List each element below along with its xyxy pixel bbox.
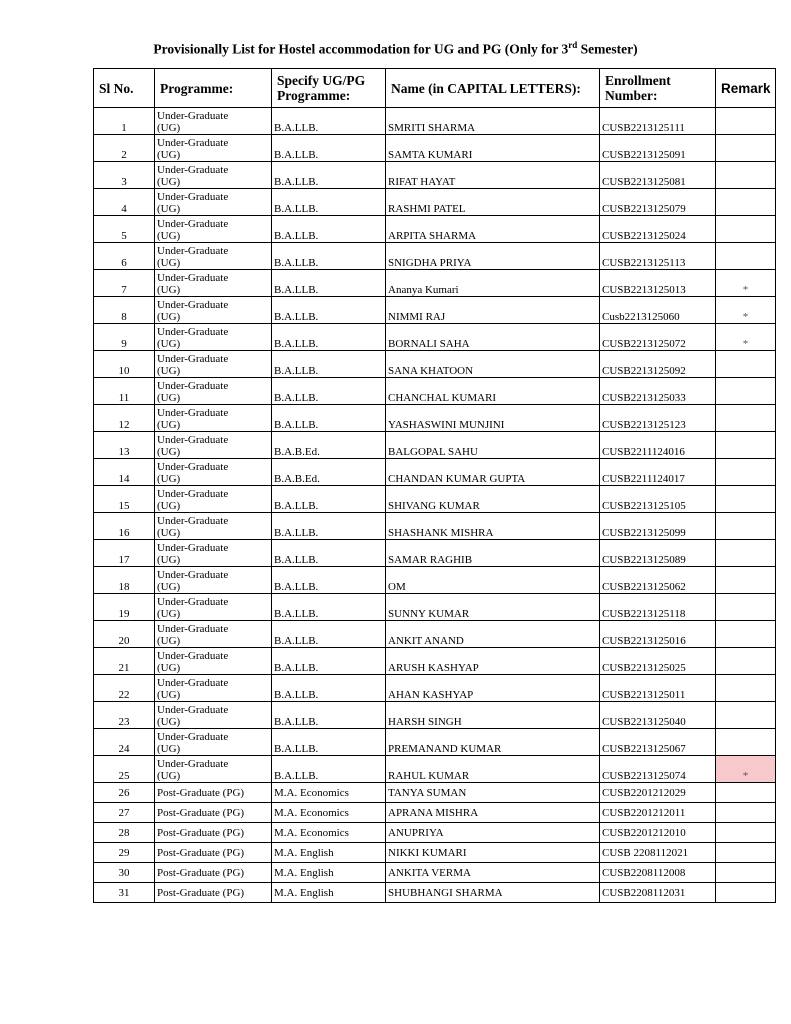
cell-specify-programme: B.A.LLB. [272, 270, 386, 297]
cell-specify-programme: B.A.B.Ed. [272, 432, 386, 459]
programme-line-1: Under-Graduate [157, 191, 229, 203]
cell-enrollment: CUSB2213125040 [600, 702, 716, 729]
cell-enrollment: CUSB2213125033 [600, 378, 716, 405]
cell-name: ARUSH KASHYAP [386, 648, 600, 675]
cell-name: BORNALI SAHA [386, 324, 600, 351]
cell-remark: * [716, 270, 776, 297]
header-sl-no: Sl No. [94, 69, 155, 108]
programme-line-1: Post-Graduate (PG) [157, 806, 245, 819]
programme-line-2: (UG) [157, 716, 181, 728]
cell-programme [155, 567, 272, 594]
programme-line-1: Post-Graduate (PG) [157, 786, 245, 799]
header-remark: Remark [716, 69, 776, 108]
cell-programme [155, 594, 272, 621]
cell-programme [155, 675, 272, 702]
cell-name: NIKKI KUMARI [386, 843, 600, 863]
cell-name: SNIGDHA PRIYA [386, 243, 600, 270]
cell-remark [716, 432, 776, 459]
cell-name: SANA KHATOON [386, 351, 600, 378]
programme-line-2: (UG) [157, 149, 181, 161]
table-row [94, 378, 776, 405]
cell-name: SHASHANK MISHRA [386, 513, 600, 540]
cell-name: ANKIT ANAND [386, 621, 600, 648]
programme-line-2: (UG) [157, 689, 181, 701]
cell-sl-no: 26 [94, 783, 155, 803]
programme-line-1: Under-Graduate [157, 299, 229, 311]
cell-specify-programme: B.A.LLB. [272, 378, 386, 405]
programme-line-1: Under-Graduate [157, 515, 229, 527]
cell-specify-programme: B.A.LLB. [272, 675, 386, 702]
cell-remark [716, 803, 776, 823]
cell-specify-programme: M.A. Economics [272, 803, 386, 823]
programme-line-2: (UG) [157, 770, 181, 782]
cell-programme [155, 189, 272, 216]
table-row [94, 729, 776, 756]
cell-remark [716, 486, 776, 513]
cell-sl-no: 9 [94, 324, 155, 351]
cell-enrollment: CUSB2213125118 [600, 594, 716, 621]
programme-line-1: Under-Graduate [157, 434, 229, 446]
table-row [94, 108, 776, 135]
cell-enrollment: CUSB2201212011 [600, 803, 716, 823]
cell-name: RIFAT HAYAT [386, 162, 600, 189]
table-row [94, 432, 776, 459]
cell-remark [716, 843, 776, 863]
table-row [94, 843, 776, 863]
cell-sl-no: 23 [94, 702, 155, 729]
cell-name: SMRITI SHARMA [386, 108, 600, 135]
cell-programme [155, 486, 272, 513]
header-enrollment: Enrollment Number: [600, 69, 716, 108]
cell-sl-no: 24 [94, 729, 155, 756]
cell-programme [155, 843, 272, 863]
cell-remark [716, 513, 776, 540]
programme-line-1: Under-Graduate [157, 218, 229, 230]
programme-line-1: Under-Graduate [157, 731, 229, 743]
cell-remark [716, 378, 776, 405]
programme-line-2: (UG) [157, 203, 181, 215]
programme-line-2: (UG) [157, 284, 181, 296]
programme-line-2: (UG) [157, 662, 181, 674]
cell-sl-no: 28 [94, 823, 155, 843]
cell-sl-no: 17 [94, 540, 155, 567]
table-row [94, 702, 776, 729]
cell-sl-no: 4 [94, 189, 155, 216]
cell-enrollment: CUSB2213125013 [600, 270, 716, 297]
cell-specify-programme: B.A.LLB. [272, 729, 386, 756]
programme-line-1: Under-Graduate [157, 272, 229, 284]
cell-programme [155, 270, 272, 297]
cell-enrollment: CUSB2213125123 [600, 405, 716, 432]
cell-programme [155, 405, 272, 432]
cell-specify-programme: B.A.LLB. [272, 189, 386, 216]
cell-name: HARSH SINGH [386, 702, 600, 729]
table-row [94, 297, 776, 324]
programme-line-2: (UG) [157, 500, 181, 512]
cell-sl-no: 8 [94, 297, 155, 324]
cell-remark [716, 648, 776, 675]
cell-programme [155, 162, 272, 189]
table-row [94, 135, 776, 162]
table-row [94, 459, 776, 486]
cell-specify-programme: B.A.LLB. [272, 297, 386, 324]
cell-specify-programme: B.A.LLB. [272, 216, 386, 243]
cell-programme [155, 459, 272, 486]
cell-sl-no: 27 [94, 803, 155, 823]
cell-specify-programme: B.A.LLB. [272, 621, 386, 648]
cell-name: ARPITA SHARMA [386, 216, 600, 243]
cell-specify-programme: B.A.B.Ed. [272, 459, 386, 486]
cell-enrollment: CUSB2213125105 [600, 486, 716, 513]
cell-remark [716, 135, 776, 162]
cell-enrollment: CUSB2213125074 [600, 756, 716, 783]
programme-line-1: Under-Graduate [157, 542, 229, 554]
cell-sl-no: 6 [94, 243, 155, 270]
table-row [94, 803, 776, 823]
cell-sl-no: 3 [94, 162, 155, 189]
cell-specify-programme: B.A.LLB. [272, 594, 386, 621]
programme-line-2: (UG) [157, 554, 181, 566]
programme-line-2: (UG) [157, 419, 181, 431]
programme-line-1: Under-Graduate [157, 623, 229, 635]
cell-sl-no: 1 [94, 108, 155, 135]
table-row [94, 162, 776, 189]
table-row [94, 243, 776, 270]
cell-specify-programme: B.A.LLB. [272, 243, 386, 270]
cell-remark [716, 823, 776, 843]
cell-specify-programme: B.A.LLB. [272, 324, 386, 351]
programme-line-1: Under-Graduate [157, 137, 229, 149]
cell-remark [716, 567, 776, 594]
cell-enrollment: CUSB2201212029 [600, 783, 716, 803]
cell-name: SAMAR RAGHIB [386, 540, 600, 567]
cell-enrollment: CUSB 2208112021 [600, 843, 716, 863]
programme-line-2: (UG) [157, 743, 181, 755]
cell-sl-no: 19 [94, 594, 155, 621]
programme-line-2: (UG) [157, 581, 181, 593]
cell-name: NIMMI RAJ [386, 297, 600, 324]
table-row [94, 270, 776, 297]
cell-programme [155, 648, 272, 675]
cell-specify-programme: M.A. Economics [272, 783, 386, 803]
programme-line-2: (UG) [157, 635, 181, 647]
programme-line-2: (UG) [157, 608, 181, 620]
programme-line-2: (UG) [157, 365, 181, 377]
cell-programme [155, 378, 272, 405]
cell-specify-programme: B.A.LLB. [272, 135, 386, 162]
hostel-list-table [93, 68, 776, 903]
cell-sl-no: 5 [94, 216, 155, 243]
title-prefix: Provisionally List for Hostel accommodation for UG and PG (Only for 3 [153, 41, 569, 57]
cell-enrollment: CUSB2213125062 [600, 567, 716, 594]
header-specify-programme: Specify UG/PG Programme: [272, 69, 386, 108]
cell-programme [155, 783, 272, 803]
cell-sl-no: 29 [94, 843, 155, 863]
cell-name: SUNNY KUMAR [386, 594, 600, 621]
cell-specify-programme: B.A.LLB. [272, 162, 386, 189]
cell-specify-programme: B.A.LLB. [272, 540, 386, 567]
table-row [94, 486, 776, 513]
cell-programme [155, 803, 272, 823]
table-row [94, 756, 776, 783]
programme-line-1: Under-Graduate [157, 380, 229, 392]
cell-enrollment: CUSB2213125072 [600, 324, 716, 351]
cell-specify-programme: B.A.LLB. [272, 567, 386, 594]
cell-sl-no: 15 [94, 486, 155, 513]
cell-name: SAMTA KUMARI [386, 135, 600, 162]
cell-remark [716, 405, 776, 432]
cell-programme [155, 513, 272, 540]
cell-programme [155, 823, 272, 843]
programme-line-1: Under-Graduate [157, 569, 229, 581]
table-row [94, 883, 776, 903]
programme-line-2: (UG) [157, 176, 181, 188]
cell-remark [716, 621, 776, 648]
cell-specify-programme: M.A. English [272, 883, 386, 903]
cell-remark: * [716, 324, 776, 351]
cell-remark [716, 863, 776, 883]
cell-sl-no: 31 [94, 883, 155, 903]
cell-sl-no: 16 [94, 513, 155, 540]
cell-enrollment: CUSB2213125025 [600, 648, 716, 675]
programme-line-2: (UG) [157, 473, 181, 485]
table-row [94, 567, 776, 594]
cell-name: CHANDAN KUMAR GUPTA [386, 459, 600, 486]
cell-specify-programme: B.A.LLB. [272, 648, 386, 675]
programme-line-1: Under-Graduate [157, 353, 229, 365]
cell-sl-no: 30 [94, 863, 155, 883]
cell-enrollment: CUSB2211124016 [600, 432, 716, 459]
cell-programme [155, 540, 272, 567]
programme-line-1: Under-Graduate [157, 326, 229, 338]
cell-programme [155, 324, 272, 351]
table-row [94, 594, 776, 621]
cell-name: YASHASWINI MUNJINI [386, 405, 600, 432]
cell-name: ANUPRIYA [386, 823, 600, 843]
cell-sl-no: 2 [94, 135, 155, 162]
cell-sl-no: 13 [94, 432, 155, 459]
cell-enrollment: CUSB2208112008 [600, 863, 716, 883]
table-row [94, 513, 776, 540]
header-programme: Programme: [155, 69, 272, 108]
cell-enrollment: CUSB2201212010 [600, 823, 716, 843]
cell-sl-no: 10 [94, 351, 155, 378]
programme-line-1: Under-Graduate [157, 704, 229, 716]
programme-line-2: (UG) [157, 446, 181, 458]
cell-specify-programme: B.A.LLB. [272, 756, 386, 783]
cell-enrollment: Cusb2213125060 [600, 297, 716, 324]
cell-remark [716, 540, 776, 567]
cell-remark: * [716, 297, 776, 324]
cell-sl-no: 21 [94, 648, 155, 675]
title-suffix: Semester) [577, 41, 638, 57]
cell-enrollment: CUSB2213125113 [600, 243, 716, 270]
cell-remark [716, 189, 776, 216]
programme-line-1: Post-Graduate (PG) [157, 886, 245, 899]
cell-enrollment: CUSB2211124017 [600, 459, 716, 486]
cell-remark [716, 351, 776, 378]
cell-enrollment: CUSB2208112031 [600, 883, 716, 903]
cell-programme [155, 756, 272, 783]
table-row [94, 648, 776, 675]
cell-name: APRANA MISHRA [386, 803, 600, 823]
cell-enrollment: CUSB2213125079 [600, 189, 716, 216]
cell-enrollment: CUSB2213125091 [600, 135, 716, 162]
cell-sl-no: 18 [94, 567, 155, 594]
table-header-row [94, 69, 776, 108]
table-row [94, 540, 776, 567]
cell-sl-no: 25 [94, 756, 155, 783]
cell-programme [155, 108, 272, 135]
cell-remark [716, 883, 776, 903]
cell-remark: * [716, 756, 776, 783]
programme-line-1: Under-Graduate [157, 758, 229, 770]
title-superscript: rd [568, 40, 578, 50]
cell-specify-programme: M.A. English [272, 863, 386, 883]
cell-specify-programme: M.A. English [272, 843, 386, 863]
cell-enrollment: CUSB2213125067 [600, 729, 716, 756]
cell-enrollment: CUSB2213125016 [600, 621, 716, 648]
cell-remark [716, 702, 776, 729]
cell-programme [155, 216, 272, 243]
programme-line-2: (UG) [157, 122, 181, 134]
programme-line-1: Under-Graduate [157, 164, 229, 176]
programme-line-1: Under-Graduate [157, 245, 229, 257]
cell-name: ANKITA VERMA [386, 863, 600, 883]
cell-remark [716, 243, 776, 270]
cell-specify-programme: B.A.LLB. [272, 486, 386, 513]
programme-line-1: Post-Graduate (PG) [157, 866, 245, 879]
cell-enrollment: CUSB2213125024 [600, 216, 716, 243]
cell-programme [155, 243, 272, 270]
cell-enrollment: CUSB2213125089 [600, 540, 716, 567]
cell-remark [716, 108, 776, 135]
programme-line-1: Under-Graduate [157, 596, 229, 608]
programme-line-1: Under-Graduate [157, 677, 229, 689]
cell-remark [716, 675, 776, 702]
programme-line-2: (UG) [157, 257, 181, 269]
cell-specify-programme: B.A.LLB. [272, 702, 386, 729]
table-row [94, 351, 776, 378]
programme-line-1: Under-Graduate [157, 488, 229, 500]
table-row [94, 783, 776, 803]
cell-name: SHIVANG KUMAR [386, 486, 600, 513]
programme-line-2: (UG) [157, 338, 181, 350]
cell-name: CHANCHAL KUMARI [386, 378, 600, 405]
cell-name: RASHMI PATEL [386, 189, 600, 216]
cell-specify-programme: M.A. Economics [272, 823, 386, 843]
cell-sl-no: 22 [94, 675, 155, 702]
programme-line-1: Under-Graduate [157, 461, 229, 473]
programme-line-1: Post-Graduate (PG) [157, 846, 245, 859]
cell-name: SHUBHANGI SHARMA [386, 883, 600, 903]
cell-programme [155, 135, 272, 162]
table-row [94, 823, 776, 843]
table-row [94, 675, 776, 702]
cell-programme [155, 863, 272, 883]
cell-name: AHAN KASHYAP [386, 675, 600, 702]
cell-sl-no: 11 [94, 378, 155, 405]
cell-programme [155, 883, 272, 903]
cell-name: BALGOPAL SAHU [386, 432, 600, 459]
cell-specify-programme: B.A.LLB. [272, 108, 386, 135]
programme-line-1: Under-Graduate [157, 407, 229, 419]
programme-line-2: (UG) [157, 527, 181, 539]
cell-sl-no: 7 [94, 270, 155, 297]
cell-enrollment: CUSB2213125011 [600, 675, 716, 702]
cell-name: Ananya Kumari [386, 270, 600, 297]
programme-line-2: (UG) [157, 230, 181, 242]
cell-remark [716, 459, 776, 486]
cell-enrollment: CUSB2213125081 [600, 162, 716, 189]
cell-programme [155, 297, 272, 324]
cell-name: PREMANAND KUMAR [386, 729, 600, 756]
cell-name: TANYA SUMAN [386, 783, 600, 803]
cell-remark [716, 783, 776, 803]
programme-line-2: (UG) [157, 392, 181, 404]
programme-line-2: (UG) [157, 311, 181, 323]
cell-programme [155, 702, 272, 729]
table-row [94, 621, 776, 648]
page-title [0, 40, 791, 58]
table-row [94, 324, 776, 351]
table-row [94, 216, 776, 243]
cell-enrollment: CUSB2213125111 [600, 108, 716, 135]
cell-name: OM [386, 567, 600, 594]
table-row [94, 863, 776, 883]
cell-sl-no: 14 [94, 459, 155, 486]
cell-remark [716, 594, 776, 621]
cell-programme [155, 351, 272, 378]
cell-name: RAHUL KUMAR [386, 756, 600, 783]
cell-specify-programme: B.A.LLB. [272, 513, 386, 540]
programme-line-1: Under-Graduate [157, 650, 229, 662]
cell-remark [716, 162, 776, 189]
programme-line-1: Under-Graduate [157, 110, 229, 122]
cell-programme [155, 621, 272, 648]
table-row [94, 189, 776, 216]
header-name: Name (in CAPITAL LETTERS): [386, 69, 600, 108]
cell-programme [155, 729, 272, 756]
cell-specify-programme: B.A.LLB. [272, 351, 386, 378]
cell-sl-no: 12 [94, 405, 155, 432]
programme-line-1: Post-Graduate (PG) [157, 826, 245, 839]
cell-specify-programme: B.A.LLB. [272, 405, 386, 432]
cell-remark [716, 216, 776, 243]
cell-programme [155, 432, 272, 459]
cell-enrollment: CUSB2213125099 [600, 513, 716, 540]
cell-remark [716, 729, 776, 756]
table-row [94, 405, 776, 432]
cell-enrollment: CUSB2213125092 [600, 351, 716, 378]
cell-sl-no: 20 [94, 621, 155, 648]
